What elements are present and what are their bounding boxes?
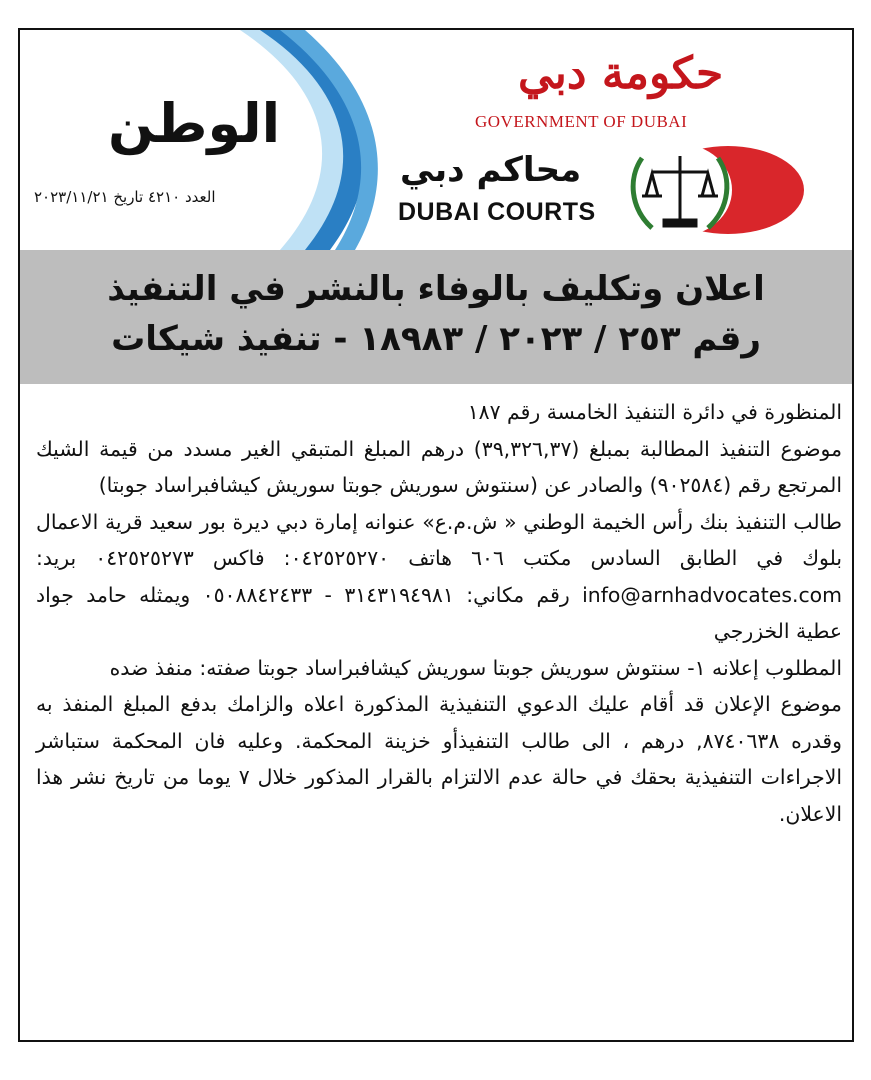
notice-title-line-1: اعلان وتكليف بالوفاء بالنشر في التنفيذ <box>107 269 765 309</box>
dubai-courts-emblem <box>620 138 806 238</box>
notice-title-line-2: رقم ٢٥٣ / ٢٠٢٣ / ١٨٩٨٣ - تنفيذ شيكات <box>111 319 761 359</box>
notice-frame <box>18 28 854 1042</box>
body-paragraph: المطلوب إعلانه ١- سنتوش سوريش جوبتا سوريش كيشافبراساد جوبتا صفته: منفذ ضده <box>109 655 842 680</box>
body-paragraph: موضوع الإعلان قد أقام عليك الدعوي التنفيذية المذكورة اعلاه والزامك بدفع المبلغ المنفذ به وقدره ٨٧٤٠٦٣٨, درهم ، الى طالب التنفيذأو خزينة المحكمة. وعليه فان المحكمة ستباشر الاجراءات التنفيذية بحقك في حالة عدم الالتزام بالقرار المذكور خلال ٧ يوما من تاريخ نشر هذا الاعلان. <box>36 692 843 826</box>
newspaper-name: الوطن <box>108 92 281 155</box>
body-paragraph: طالب التنفيذ بنك رأس الخيمة الوطني « ش.م.ع» عنوانه إمارة دبي ديرة بور سعيد قرية الاعمال بلوك في الطابق السادس مكتب ٦٠٦ هاتف ٠٤٢٥٢٥٢٧٠: فاكس ٠٤٢٥٢٥٢٧٣ بريد: info@arnhadvocates.com رقم مكاني: ٣١٤٣١٩٤٩٨١ - ٠٥٠٨٨٤٢٤٣٣ ويمثله حامد جواد عطية الخزرجي <box>36 509 843 643</box>
dubai-courts-arabic: محاكم دبي <box>400 150 582 190</box>
government-logo-english: GOVERNMENT OF DUBAI <box>475 112 688 131</box>
notice-body <box>36 394 842 832</box>
notice-header <box>20 30 852 250</box>
issue-date-line: العدد ٤٢١٠ تاريخ ٢٠٢٣/١١/٢١ <box>34 188 216 206</box>
body-paragraph: المنظورة في دائرة التنفيذ الخامسة رقم ١٨٧ <box>467 400 842 424</box>
government-logo-arabic: حكومة دبي <box>518 48 724 99</box>
body-paragraph: موضوع التنفيذ المطالبة بمبلغ (٣٩,٣٢٦,٣٧) درهم المبلغ المتبقي الغير مسدد من قيمة الشيك المرتجع رقم (٩٠٢٥٨٤) والصادر عن (سنتوش سوريش جوبتا سوريش كيشافبراساد جوبتا) <box>36 436 842 497</box>
dubai-courts-english: DUBAI COURTS <box>398 198 596 226</box>
notice-title-banner <box>20 250 852 384</box>
